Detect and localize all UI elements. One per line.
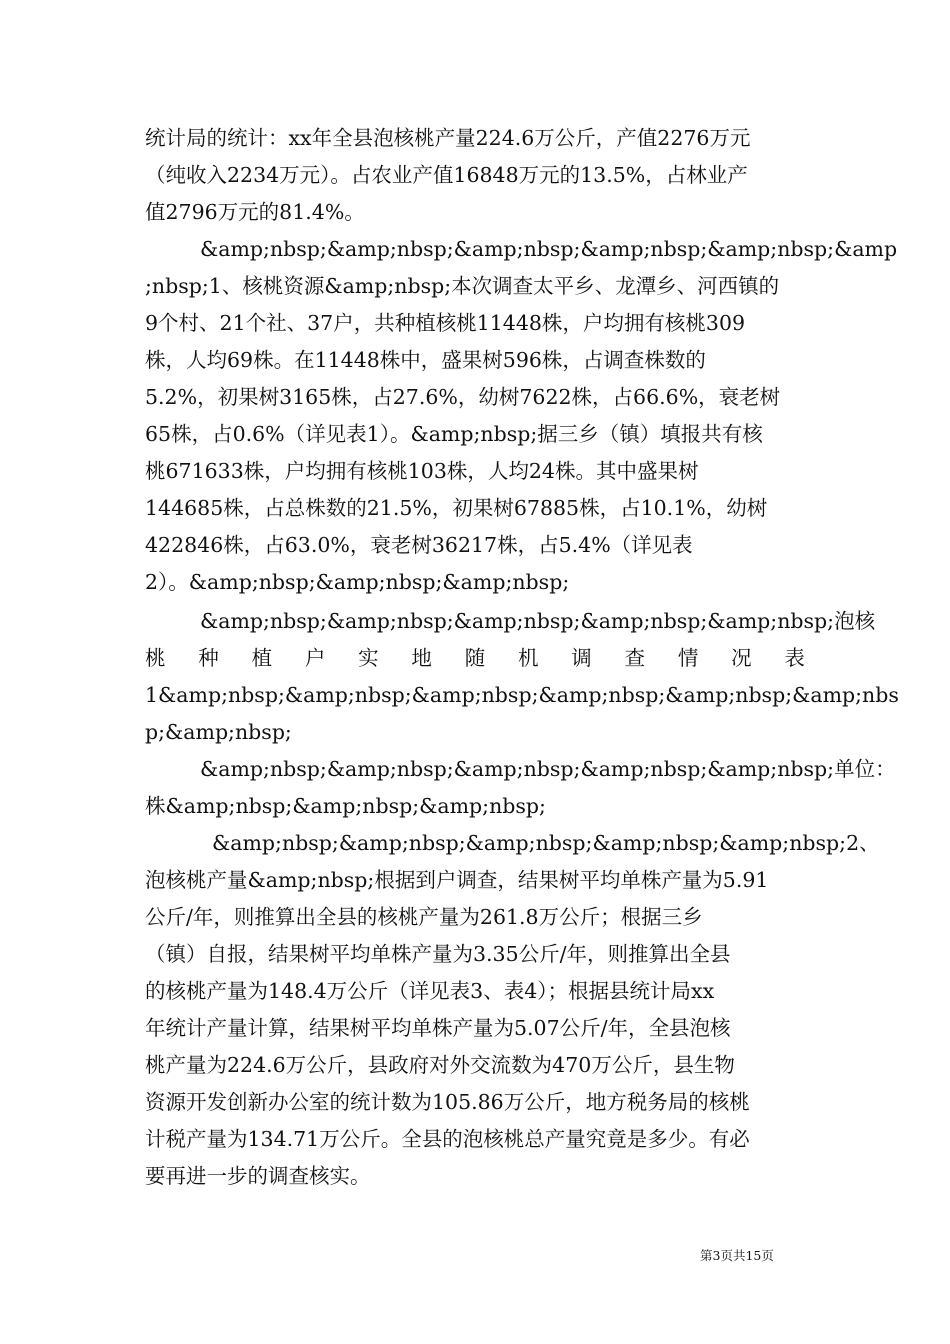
text-line: 计税产量为134.71万公斤。全县的泡核桃总产量究竟是多少。有必 (145, 1127, 750, 1151)
text-line: 资源开发创新办公室的统计数为105.86万公斤，地方税务局的核桃 (145, 1090, 750, 1114)
text-line: 泡核桃产量&amp;nbsp;根据到户调查，结果树平均单株产量为5.91 (145, 868, 769, 892)
text-line: 65株，占0.6%（详见表1）。&amp;nbsp;据三乡（镇）填报共有核 (145, 422, 763, 446)
justified-char: 表 (784, 646, 805, 670)
justified-char: 调 (571, 646, 592, 670)
text-line: 要再进一步的调查核实。 (145, 1164, 371, 1188)
text-line: （纯收入2234万元）。占农业产值16848万元的13.5%，占林业产 (145, 163, 748, 187)
justified-char: 种 (198, 646, 219, 670)
text-line: ;nbsp;1、核桃资源&amp;nbsp;本次调查太平乡、龙潭乡、河西镇的 (145, 274, 780, 298)
text-line: 桃671633株，户均拥有核桃103株，人均24株。其中盛果树 (145, 459, 699, 483)
page-number: 第3页共15页 (700, 1248, 774, 1263)
text-line: 公斤/年，则推算出全县的核桃产量为261.8万公斤；根据三乡 (145, 905, 703, 929)
text-line: 统计局的统计：xx年全县泡核桃产量224.6万公斤，产值2276万元 (145, 126, 751, 150)
justified-char: 户 (304, 646, 326, 670)
justified-char: 地 (411, 646, 432, 670)
text-line: p;&amp;nbsp; (145, 720, 292, 744)
text-line: 5.2%，初果树3165株，占27.6%，幼树7622株，占66.6%，衰老树 (145, 385, 781, 409)
justified-char: 况 (731, 646, 752, 670)
text-line: 株，人均69株。在11448株中，盛果树596株，占调查株数的 (145, 348, 706, 372)
justified-char: 随 (464, 646, 486, 670)
text-line: 144685株，占总株数的21.5%，初果树67885株，占10.1%，幼树 (145, 496, 768, 520)
justified-char: 机 (517, 646, 539, 670)
text-line: 株&amp;nbsp;&amp;nbsp;&amp;nbsp; (145, 794, 546, 818)
justified-char: 植 (251, 646, 273, 670)
justified-char: 情 (677, 646, 699, 670)
text-line: &amp;nbsp;&amp;nbsp;&amp;nbsp;&amp;nbsp;&amp;nbsp;2、 (212, 831, 880, 855)
text-line: 桃产量为224.6万公斤，县政府对外交流数为470万公斤，县生物 (145, 1053, 735, 1077)
justified-char: 查 (624, 646, 646, 670)
text-line: （镇）自报，结果树平均单株产量为3.35公斤/年，则推算出全县 (145, 942, 731, 966)
text-line: 年统计产量计算，结果树平均单株产量为5.07公斤/年，全县泡核 (145, 1016, 731, 1040)
text-line: 的核桃产量为148.4万公斤（详见表3、表4）；根据县统计局xx (145, 979, 715, 1003)
text-line: 值2796万元的81.4%。 (145, 200, 365, 224)
text-line: 2）。&amp;nbsp;&amp;nbsp;&amp;nbsp; (145, 570, 570, 594)
justified-char: 实 (358, 646, 379, 670)
text-line: 9个村、21个社、37户，共种植核桃11448株，户均拥有核桃309 (145, 311, 746, 335)
text-line: &amp;nbsp;&amp;nbsp;&amp;nbsp;&amp;nbsp;&amp;nbsp;泡核 (200, 609, 876, 633)
justified-char: 桃 (145, 646, 166, 670)
text-line-justified (145, 645, 805, 671)
text-line: &amp;nbsp;&amp;nbsp;&amp;nbsp;&amp;nbsp;&amp;nbsp;&amp (200, 237, 898, 261)
text-line: &amp;nbsp;&amp;nbsp;&amp;nbsp;&amp;nbsp;&amp;nbsp;单位： (200, 757, 896, 781)
text-line: 422846株，占63.0%，衰老树36217株，占5.4%（详见表 (145, 533, 693, 557)
text-line: 1&amp;nbsp;&amp;nbsp;&amp;nbsp;&amp;nbsp;&amp;nbsp;&amp;nbs (145, 683, 899, 707)
